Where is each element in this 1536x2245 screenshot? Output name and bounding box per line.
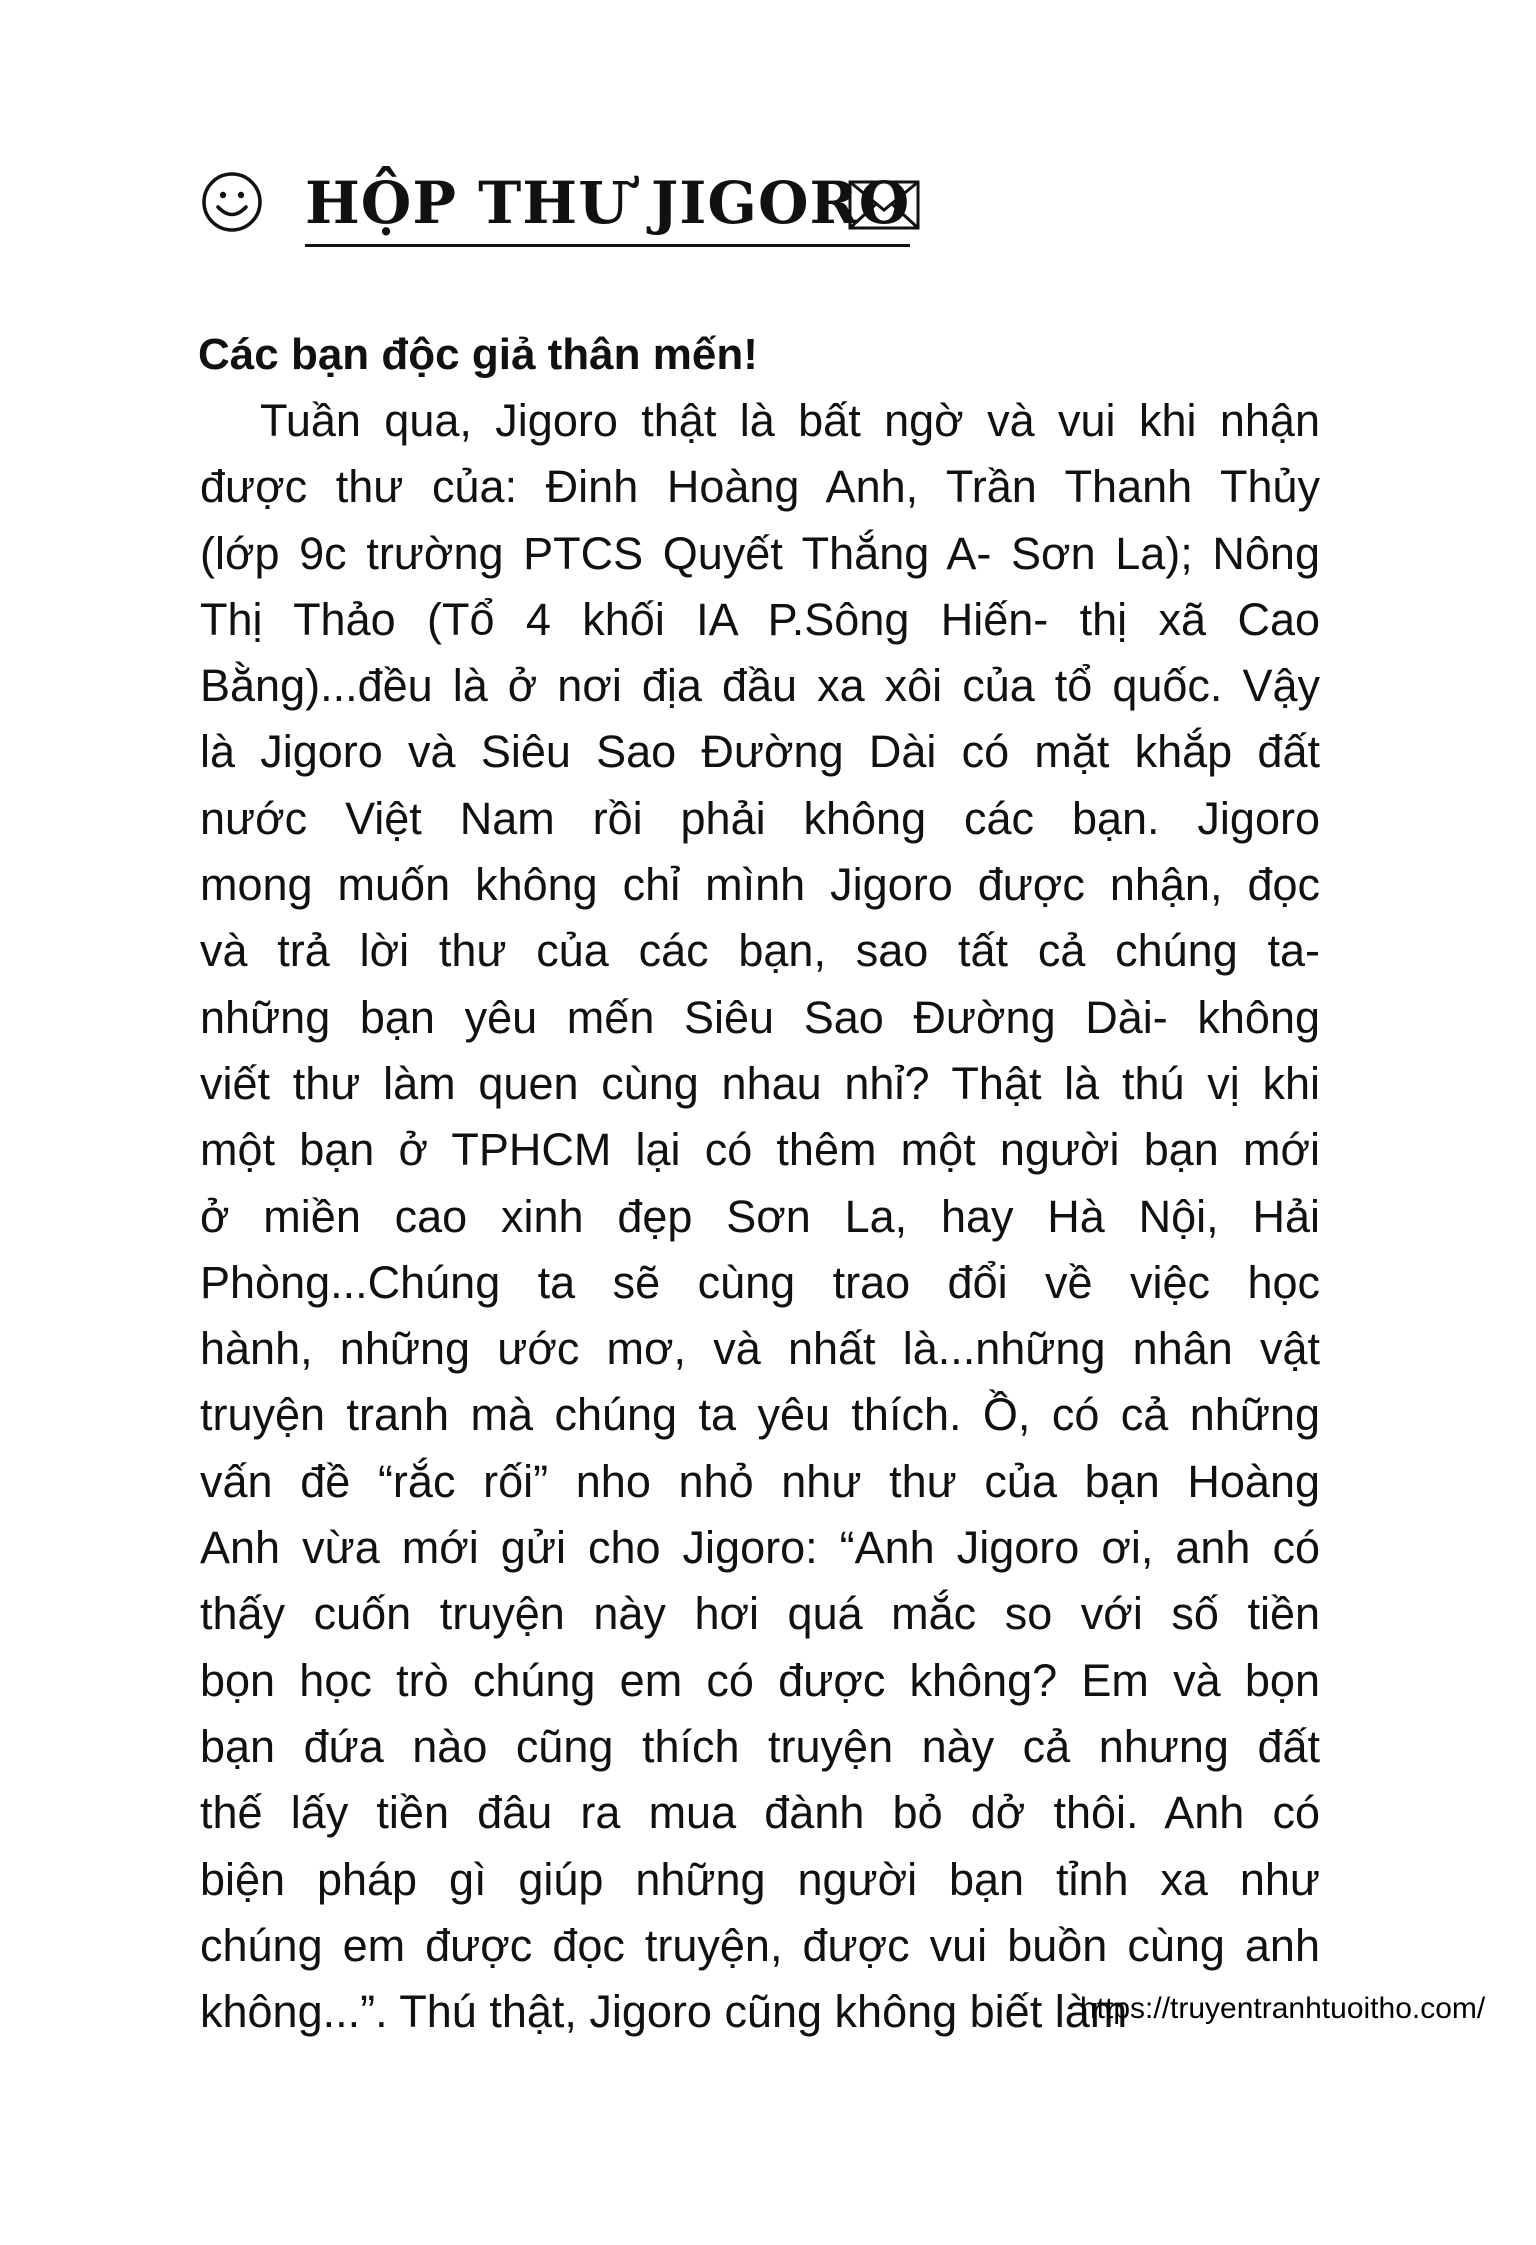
body-line: một bạn ở TPHCM lại có thêm một người bạn mới (200, 1124, 1320, 1176)
body-line: viết thư làm quen cùng nhau nhỉ? Thật là thú vị khi (200, 1057, 1320, 1109)
body-line: bạn đứa nào cũng thích truyện này cả nhưng đất (200, 1720, 1320, 1772)
letter-body (200, 388, 1320, 2045)
smiley-icon (200, 170, 264, 234)
body-line: mong muốn không chỉ mình Jigoro được nhận, đọc (200, 859, 1320, 911)
envelope-icon (848, 180, 920, 230)
body-line: Tuần qua, Jigoro thật là bất ngờ và vui khi nhận (260, 395, 1320, 446)
body-line: Bằng)...đều là ở nơi địa đầu xa xôi của tổ quốc. Vậy (200, 660, 1320, 712)
body-line: hành, những ước mơ, và nhất là...những nhân vật (200, 1323, 1320, 1375)
body-line: Thị Thảo (Tổ 4 khối IA P.Sông Hiến- thị xã Cao (200, 593, 1320, 645)
body-line: bọn học trò chúng em có được không? Em và bọn (200, 1654, 1320, 1706)
body-line: là Jigoro và Siêu Sao Đường Dài có mặt khắp đất (200, 726, 1320, 778)
body-line: Anh vừa mới gửi cho Jigoro: “Anh Jigoro ơi, anh có (200, 1522, 1320, 1574)
body-line: vấn đề “rắc rối” nho nhỏ như thư của bạn Hoàng (200, 1455, 1320, 1507)
body-line: (lớp 9c trường PTCS Quyết Thắng A- Sơn La); Nông (200, 527, 1320, 579)
body-line: Phòng...Chúng ta sẽ cùng trao đổi về việc học (200, 1256, 1320, 1308)
watermark-url: https://truyentranhtuoitho.com/ (1080, 1992, 1486, 2025)
page-title: HỘP THƯ JIGORO (305, 168, 910, 247)
body-line: những bạn yêu mến Siêu Sao Đường Dài- không (200, 991, 1320, 1043)
body-line: chúng em được đọc truyện, được vui buồn cùng anh (200, 1919, 1320, 1971)
body-line: không...”. Thú thật, Jigoro cũng không biết làm (200, 1986, 1128, 2038)
body-line: truyện tranh mà chúng ta yêu thích. Ồ, có cả những (200, 1389, 1320, 1441)
body-line: và trả lời thư của các bạn, sao tất cả chúng ta- (200, 925, 1320, 977)
body-line: được thư của: Đinh Hoàng Anh, Trần Thanh Thủy (200, 461, 1320, 513)
body-line: biện pháp gì giúp những người bạn tỉnh xa như (200, 1853, 1320, 1905)
body-line: ở miền cao xinh đẹp Sơn La, hay Hà Nội, Hải (200, 1190, 1320, 1242)
letter-greeting: Các bạn độc giả thân mến! (198, 330, 758, 379)
body-line: thấy cuốn truyện này hơi quá mắc so với số tiền (200, 1588, 1320, 1640)
body-line: thế lấy tiền đâu ra mua đành bỏ dở thôi. Anh có (200, 1787, 1320, 1839)
body-line: nước Việt Nam rồi phải không các bạn. Jigoro (200, 792, 1320, 844)
